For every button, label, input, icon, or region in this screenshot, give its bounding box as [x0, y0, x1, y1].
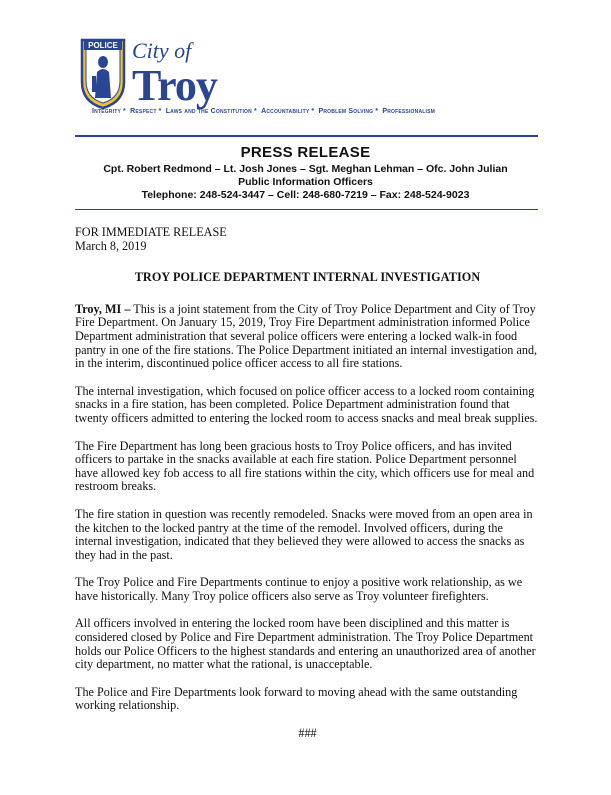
dateline: Troy, MI – [75, 301, 131, 316]
star-icon: * [311, 108, 315, 115]
paragraph-2: The internal investigation, which focused on police officer access to a locked room containing snacks in a fire station, has been completed. Police Department administration found that twenty officers admitted to entering the locked room to access snacks and meal break supplies. [75, 383, 538, 425]
release-headline: TROY POLICE DEPARTMENT INTERNAL INVESTIGATION [134, 270, 481, 285]
police-badge-icon [80, 36, 126, 110]
release-date: March 8, 2019 [75, 238, 147, 253]
value-accountability: Accountability [261, 108, 310, 115]
paragraph-4: The fire station in question was recently remodeled. Snacks were moved from an open area in the kitchen to the locked pantry at the time of the remodel. Involved officers, during the internal investigation, indicated that they believed they were allowed to access the snacks as they had in the past. [75, 506, 533, 562]
value-respect: Respect [130, 108, 157, 115]
star-icon: * [253, 108, 257, 115]
contact-divider [75, 209, 538, 210]
value-problem-solving: Problem Solving [318, 108, 374, 115]
officers-list: Cpt. Robert Redmond – Lt. Josh Jones – Sgt. Meghan Lehman – Ofc. John Julian [103, 163, 508, 175]
city-of-troy-police-logo [80, 36, 217, 112]
paragraph-7: The Police and Fire Departments look forward to moving ahead with the same outstanding working relationship. [75, 684, 518, 713]
core-values-line [92, 108, 532, 115]
value-laws: Laws and the Constitution [165, 108, 252, 115]
star-icon: * [375, 108, 379, 115]
paragraph-1-text: This is a joint statement from the City of Troy Police Department and City of Troy Fire Department. On January 15, 2019, Troy Fire Department administration informed Police Department administration that several police officers were entering a locked walk-in food pantry in one of the fire stations. The Police Department initiated an internal investigation and, in the interim, discontinued police officer access to all fire stations. [75, 301, 538, 371]
header-divider [75, 135, 538, 137]
paragraph-1 [75, 303, 540, 371]
value-professionalism: Professionalism [382, 108, 435, 115]
contact-numbers: Telephone: 248-524-3447 – Cell: 248-680-7219 – Fax: 248-524-9023 [141, 189, 470, 201]
paragraph-6: All officers involved in entering the locked room have been disciplined and this matter is considered closed by Police and Fire Department administration. The Troy Police Department holds our Police Officers to the highest standards and entering an unauthorized area of another city department, no matter what the rational, is unacceptable. [75, 616, 536, 672]
city-of-label: City of [132, 38, 192, 63]
star-icon: * [123, 108, 126, 115]
star-icon: * [158, 108, 162, 115]
end-mark: ### [298, 726, 317, 741]
troy-wordmark: Troy [132, 61, 217, 110]
paragraph-3: The Fire Department has long been gracious hosts to Troy Police officers, and has invited officers to partake in the snacks available at each fire station. Police Department personnel have allowed key fob access to all fire stations within the city, which officers use for meal and restroom breaks. [75, 438, 535, 494]
badge-label: POLICE [88, 41, 118, 50]
press-release-title: PRESS RELEASE [240, 144, 371, 161]
release-body [75, 226, 540, 753]
pio-label: Public Information Officers [238, 176, 373, 188]
letterhead [0, 0, 611, 130]
paragraph-5: The Troy Police and Fire Departments continue to enjoy a positive work relationship, as we have historically. Many Troy police officers also serve as Troy volunteer firefighters. [75, 575, 523, 603]
release-status: FOR IMMEDIATE RELEASE [75, 225, 227, 239]
value-integrity: Integrity [92, 108, 122, 115]
